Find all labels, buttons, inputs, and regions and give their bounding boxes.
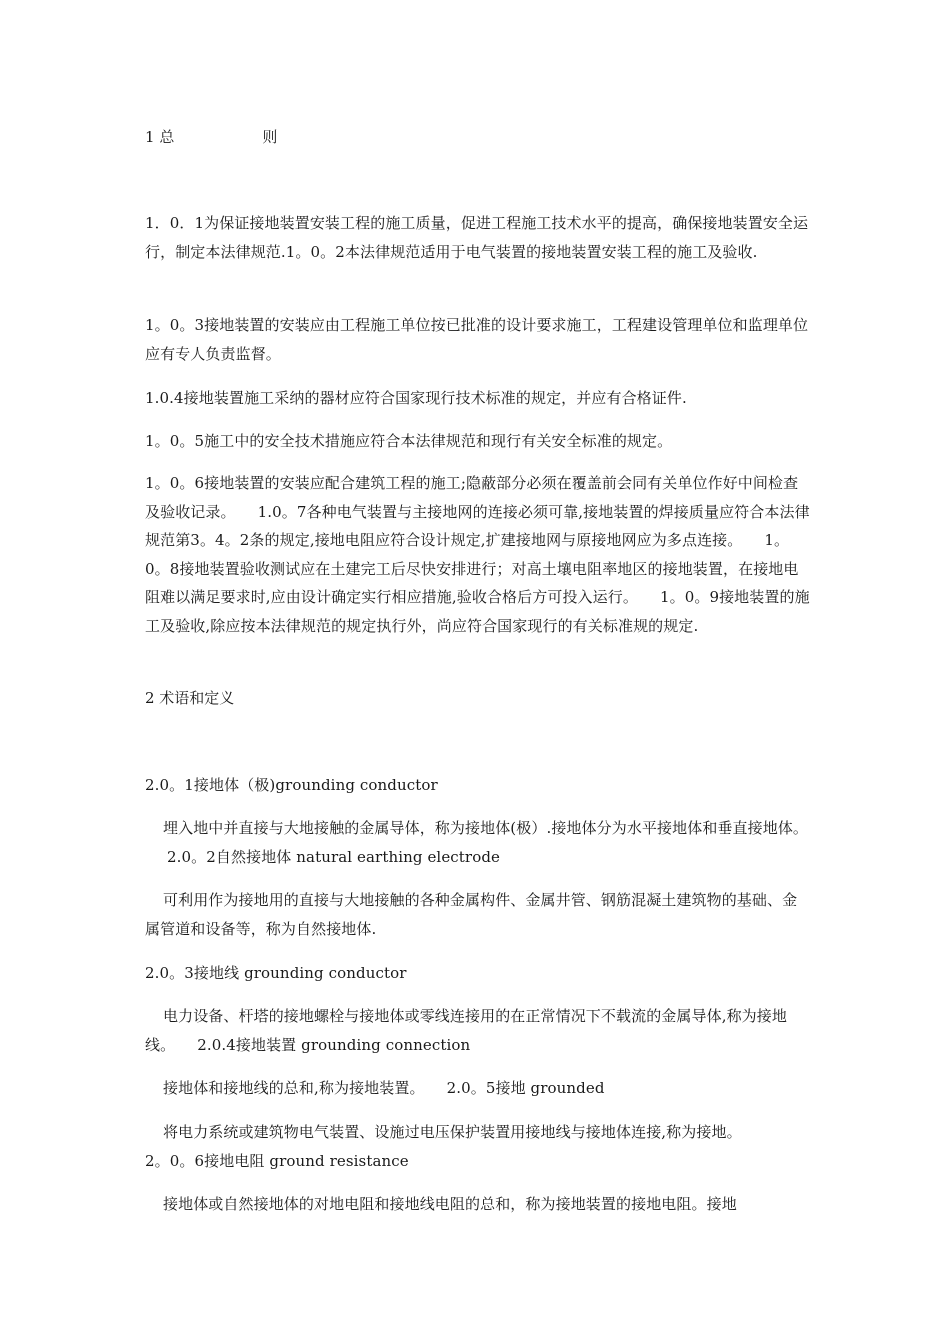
section-1-title-part-a: 总 (159, 128, 175, 146)
term-2-0-5-heading: 2.0。5接地 grounded (446, 1079, 605, 1097)
clause-1-0-9: 1。0。9接地装置的施工及验收,除应按本法律规范的规定执行外，尚应符合国家现行的有关标准规的规定. (145, 588, 810, 635)
section-1-title-part-b: 则 (262, 128, 278, 146)
term-2-0-2-heading: 2.0。2自然接地体 natural earthing electrode (167, 847, 501, 866)
section-1-number: 1 (145, 128, 155, 146)
clauses-1-0-6-to-1-0-9 (145, 469, 810, 640)
term-2-0-6-heading: 2。0。6接地电阻 ground resistance (145, 1152, 409, 1170)
clause-1-0-5: 1。0。5施工中的安全技术措施应符合本法律规范和现行有关安全标准的规定。 (145, 432, 673, 450)
term-2-0-3-definition: 电力设备、杆塔的接地螺栓与接地体或零线连接用的在正常情况下不载流的金属导体,称为接地线。 2.0.4接地装置 grounding connection (145, 1007, 787, 1054)
clause-1-0-4: 1.0.4接地装置施工采纳的器材应符合国家现行技术标准的规定，并应有合格证件. (145, 389, 687, 407)
term-2-0-3-heading: 2.0。3接地线 grounding conductor (145, 964, 407, 982)
term-2-0-4-definition: 接地体和接地线的总和,称为接地装置。 2.0。5接地 grounded (163, 1079, 605, 1097)
term-2-0-2-definition: 可利用作为接地用的直接与大地接触的各种金属构件、金属井管、钢筋混凝土建筑物的基础、金属管道和设备等，称为自然接地体. (145, 891, 798, 938)
clause-1-0-1-and-1-0-2: 1．0．1为保证接地装置安装工程的施工质量，促进工程施工技术水平的提高，确保接地装置安全运行，制定本法律规范.1。0。2本法律规范适用于电气装置的接地装置安装工程的施工及验收. (145, 214, 809, 261)
term-2-0-1-definition: 埋入地中并直接与大地接触的金属导体，称为接地体(极）.接地体分为水平接地体和垂直接地体。2.0。2自然接地体 natural earthing electrode (163, 819, 809, 866)
clause-1-0-3: 1。0。3接地装置的安装应由工程施工单位按已批准的设计要求施工，工程建设管理单位和监理单位应有专人负责监督。 (145, 316, 809, 363)
clause-1-0-8: 1。0。8接地装置验收测试应在土建完工后尽快安排进行；对高土壤电阻率地区的接地装置，在接地电阻难以满足要求时,应由设计确定实行相应措施,验收合格后方可投入运行。 (145, 531, 799, 606)
term-2-0-1-heading: 2.0。1接地体（极)grounding conductor (145, 776, 438, 794)
section-2-heading: 2 术语和定义 (145, 689, 235, 707)
term-2-0-4-heading: 2.0.4接地装置 grounding connection (197, 1035, 471, 1054)
clause-1-0-6: 1。0。6接地装置的安装应配合建筑工程的施工;隐蔽部分必须在覆盖前会同有关单位作好中间检查及验收记录。 (145, 474, 799, 521)
section-1-heading (145, 123, 277, 151)
term-2-0-5-definition: 将电力系统或建筑物电气装置、设施过电压保护装置用接地线与接地体连接,称为接地。 (163, 1123, 742, 1141)
term-2-0-6-definition: 接地体或自然接地体的对地电阻和接地线电阻的总和，称为接地装置的接地电阻。接地 (163, 1195, 737, 1213)
clause-1-0-7: 1.0。7各种电气装置与主接地网的连接必须可靠,接地装置的焊接质量应符合本法律规范第3。4。2条的规定,接地电阻应符合设计规定,扩建接地网与原接地网应为多点连接。 (145, 502, 810, 549)
